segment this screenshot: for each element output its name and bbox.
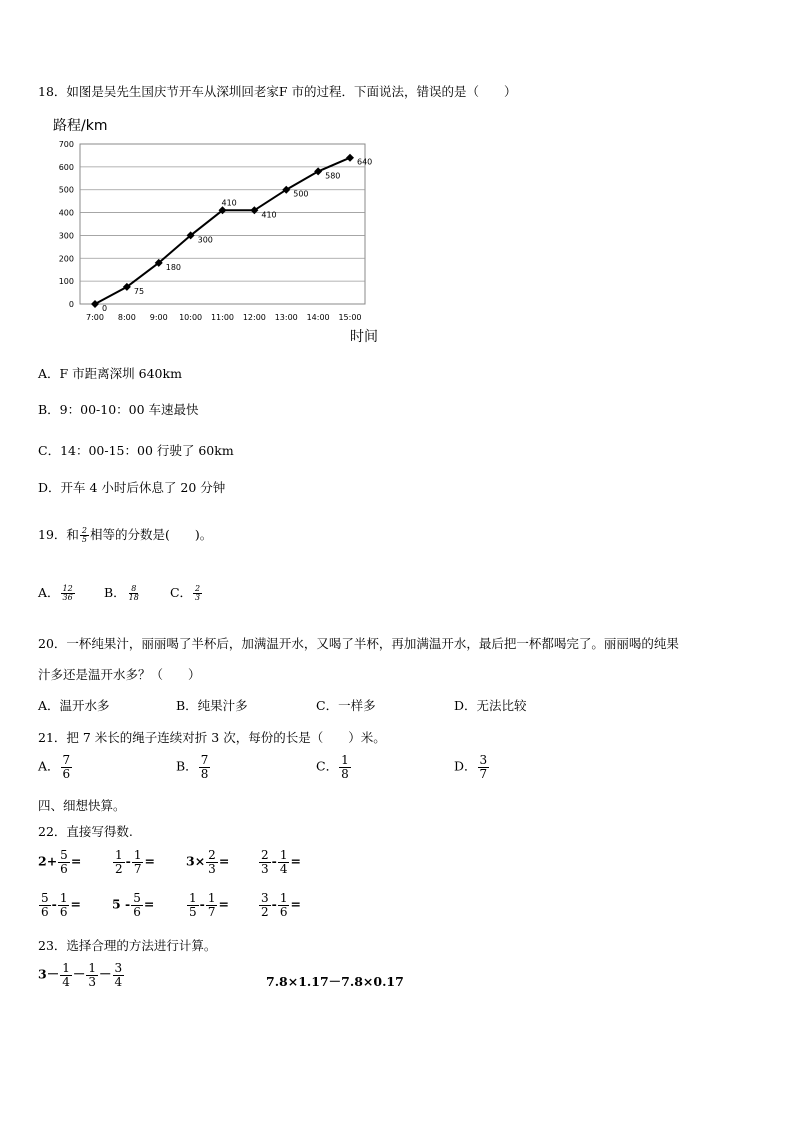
q21-options — [38, 754, 490, 780]
option-label: B． — [103, 585, 126, 600]
numerator: 1 — [115, 848, 123, 862]
operator: - — [125, 853, 131, 869]
q21-option-b — [176, 754, 316, 780]
q18-option-b: B．9：00-10：00 车速最快 — [38, 402, 199, 417]
fraction — [86, 962, 98, 988]
q22-stem: 22．直接写得数. — [38, 824, 133, 839]
denominator: 7 — [479, 766, 488, 781]
q20-option-a: A．温开水多 — [38, 698, 110, 713]
numerator: 2 — [195, 583, 201, 593]
x-tick-label: 10:00 — [179, 313, 203, 322]
x-axis-label: 时间 — [350, 329, 378, 345]
q22-item — [38, 892, 81, 918]
x-tick-label: 8:00 — [117, 313, 136, 322]
option-fraction — [127, 585, 141, 603]
x-tick-label: 15:00 — [338, 313, 362, 322]
q18-option-d: D．开车 4 小时后休息了 20 分钟 — [38, 480, 226, 495]
plot-frame — [80, 144, 365, 304]
denominator: 7 — [207, 904, 216, 919]
fraction — [58, 849, 70, 875]
option-label: C． — [169, 585, 193, 600]
data-label: 640 — [357, 157, 373, 167]
denominator: 5 — [81, 535, 87, 544]
option-fraction — [339, 754, 351, 780]
numerator: 5 — [133, 891, 141, 905]
numerator: 7 — [200, 753, 209, 767]
q19-option-c — [170, 583, 203, 602]
data-label: 75 — [133, 286, 145, 296]
numerator: 1 — [189, 891, 197, 905]
equals-sign: = — [143, 896, 155, 912]
q22-item — [258, 849, 301, 875]
denominator: 2 — [115, 861, 123, 876]
x-tick-label: 11:00 — [210, 313, 235, 322]
q20-option-c: C．一样多 — [316, 698, 376, 713]
data-point — [346, 154, 354, 162]
q19-stem-pre: 19．和 — [38, 527, 79, 542]
denominator: 2 — [261, 904, 269, 919]
numerator: 7 — [62, 753, 71, 767]
y-axis-label: 路程/km — [53, 118, 108, 134]
data-label: 300 — [197, 235, 213, 245]
option-label: B． — [176, 758, 198, 774]
denominator: 18 — [128, 593, 139, 602]
plot-area — [59, 140, 373, 322]
equals-sign: = — [218, 853, 230, 869]
numerator: 1 — [88, 961, 96, 975]
fraction — [278, 892, 290, 918]
numerator: 1 — [59, 891, 68, 905]
q19-option-a — [38, 583, 100, 602]
equals-sign: = — [144, 853, 155, 869]
numerator: 3 — [261, 891, 269, 905]
denominator: 6 — [41, 904, 49, 919]
fraction — [60, 962, 72, 988]
q20-option-b: B．纯果汁多 — [176, 698, 248, 713]
option-fraction — [199, 754, 211, 780]
equals-sign: = — [290, 853, 301, 869]
distance-time-chart — [45, 112, 405, 352]
denominator: 4 — [62, 974, 70, 989]
numerator: 1 — [279, 848, 288, 862]
y-tick-label: 600 — [58, 162, 74, 172]
q19-stem-post: 相等的分数是( )。 — [90, 527, 213, 542]
operator: － — [99, 966, 112, 982]
y-tick-label: 200 — [58, 254, 74, 264]
x-tick-label: 7:00 — [86, 313, 104, 322]
section-heading: 四、细想快算。 — [38, 798, 126, 813]
option-fraction — [478, 754, 490, 780]
fraction — [132, 849, 144, 875]
option-label: C． — [316, 758, 339, 774]
expr-prefix: 3－ — [38, 966, 60, 982]
fraction — [39, 892, 51, 918]
fraction — [131, 892, 143, 918]
q21-stem: 21．把 7 米长的绳子连续对折 3 次，每份的长是（ ）米。 — [38, 730, 386, 745]
x-tick-label: 9:00 — [149, 313, 168, 322]
y-tick-label: 100 — [58, 277, 74, 287]
equals-sign: = — [70, 896, 81, 912]
equals-sign: = — [290, 896, 301, 912]
q23-stem: 23．选择合理的方法进行计算。 — [38, 938, 217, 953]
fraction — [113, 962, 125, 988]
option-label: A． — [38, 758, 60, 774]
numerator: 1 — [207, 891, 216, 905]
q18-stem: 18．如图是吴先生国庆节开车从深圳回老家F 市的过程．下面说法，错误的是（ ） — [38, 84, 517, 99]
q19-option-b — [104, 583, 166, 602]
equals-sign: = — [218, 896, 229, 912]
denominator: 4 — [279, 861, 288, 876]
numerator: 12 — [62, 583, 73, 593]
q21-option-c — [316, 754, 454, 780]
numerator: 8 — [131, 583, 137, 593]
option-fraction — [193, 585, 202, 603]
denominator: 3 — [208, 861, 216, 876]
denominator: 3 — [88, 974, 96, 989]
q20-option-d: D．无法比较 — [454, 698, 527, 713]
equals-sign: = — [70, 853, 82, 869]
numerator: 2 — [208, 848, 216, 862]
option-label: D． — [454, 758, 477, 774]
x-tick-label: 14:00 — [306, 313, 330, 322]
q19-fraction — [80, 527, 89, 545]
q22-item — [258, 892, 301, 918]
fraction — [259, 849, 271, 875]
operator: - — [271, 896, 277, 912]
expr-prefix: 3× — [186, 853, 206, 869]
q23-expression-1 — [38, 962, 125, 988]
data-point — [314, 167, 322, 175]
denominator: 7 — [133, 861, 142, 876]
q21-option-a — [38, 754, 176, 780]
numerator: 5 — [41, 891, 49, 905]
fraction — [113, 849, 125, 875]
denominator: 8 — [341, 766, 349, 781]
q22-item — [112, 849, 155, 875]
numerator: 3 — [479, 753, 488, 767]
operator: - — [271, 853, 277, 869]
q22-item — [186, 892, 229, 918]
q20-stem-line1: 20．一杯纯果汁，丽丽喝了半杯后，加满温开水，又喝了半杯，再加满温开水，最后把一杯都喝完了。丽丽喝的纯果 — [38, 636, 679, 651]
numerator: 1 — [133, 848, 142, 862]
fraction — [278, 849, 290, 875]
data-label: 0 — [102, 304, 108, 313]
numerator: 3 — [114, 961, 123, 975]
q23-expression-2: 7.8×1.17－7.8×0.17 — [266, 974, 404, 989]
option-fraction — [61, 754, 73, 780]
y-tick-label: 500 — [58, 185, 74, 195]
series-line — [95, 158, 350, 304]
denominator: 6 — [279, 904, 288, 919]
y-tick-label: 400 — [58, 208, 74, 218]
data-label: 580 — [325, 171, 341, 181]
numerator: 2 — [81, 525, 87, 535]
denominator: 8 — [200, 766, 209, 781]
denominator: 6 — [62, 766, 71, 781]
data-label: 410 — [261, 210, 277, 220]
q22-item — [112, 892, 154, 918]
numerator: 1 — [62, 961, 70, 975]
fraction — [187, 892, 199, 918]
operator: - — [199, 896, 205, 912]
denominator: 6 — [133, 904, 141, 919]
y-tick-label: 300 — [58, 231, 74, 241]
numerator: 5 — [60, 848, 68, 862]
expr-prefix: 2+ — [38, 853, 58, 869]
y-tick-label: 700 — [58, 140, 74, 149]
q19-stem — [38, 525, 212, 544]
q19-options — [38, 583, 203, 602]
denominator: 5 — [189, 904, 197, 919]
option-label: A． — [38, 585, 60, 600]
q22-item — [38, 849, 81, 875]
numerator: 1 — [341, 753, 349, 767]
fraction — [206, 849, 218, 875]
y-tick-label: 0 — [68, 300, 74, 309]
q18-option-a: A．F 市距离深圳 640km — [38, 366, 182, 381]
denominator: 36 — [62, 593, 73, 602]
q20-stem-line2: 汁多还是温开水多？（ ） — [38, 667, 201, 682]
denominator: 3 — [195, 593, 201, 602]
numerator: 1 — [279, 891, 288, 905]
operator: - — [51, 896, 57, 912]
q18-option-c: C．14：00-15：00 行驶了 60km — [38, 443, 234, 458]
data-label: 410 — [221, 198, 237, 208]
data-label: 500 — [293, 189, 309, 199]
expr-prefix: 5 - — [112, 896, 131, 912]
fraction — [259, 892, 271, 918]
x-tick-label: 13:00 — [274, 313, 298, 322]
fraction — [58, 892, 70, 918]
denominator: 4 — [114, 974, 123, 989]
denominator: 6 — [59, 904, 68, 919]
denominator: 3 — [261, 861, 269, 876]
numerator: 2 — [261, 848, 269, 862]
denominator: 6 — [60, 861, 68, 876]
operator: － — [72, 966, 86, 982]
option-fraction — [61, 585, 75, 603]
q21-option-d — [454, 754, 490, 780]
q20-options — [38, 696, 527, 714]
fraction — [206, 892, 218, 918]
data-point — [91, 300, 99, 308]
x-tick-label: 12:00 — [242, 313, 266, 322]
data-label: 180 — [165, 262, 182, 272]
q22-item — [186, 849, 229, 875]
